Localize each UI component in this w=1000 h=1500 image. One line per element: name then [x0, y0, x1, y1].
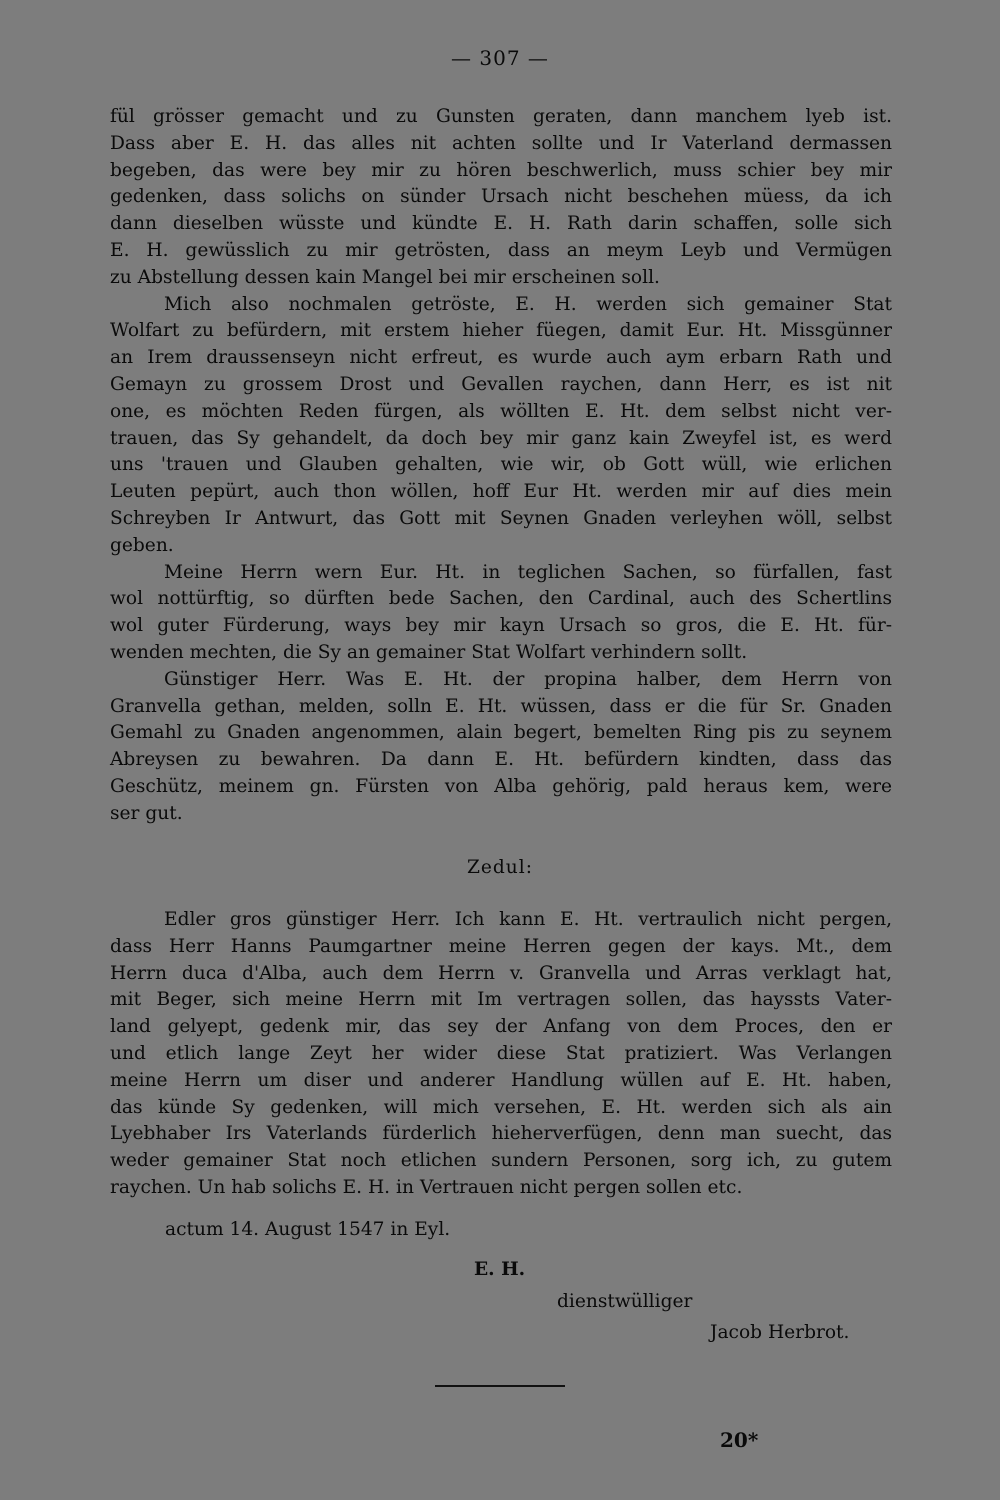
text-line: Granvella gethan, melden, solln E. Ht. wüssen, dass er die für Sr. Gnaden [110, 695, 892, 717]
page-number: — 307 — [451, 46, 549, 70]
text-line: trauen, das Sy gehandelt, da doch bey mir ganz kain Zweyfel ist, es werd [110, 427, 892, 449]
text-line: zu Abstellung dessen kain Mangel bei mir erscheinen soll. [110, 266, 660, 288]
text-line: wol nottürftig, so dürften bede Sachen, den Cardinal, auch des Schertlins [110, 588, 892, 610]
text-line: Lyebhaber Irs Vaterlands fürderlich hieherverfügen, denn man suecht, das [110, 1123, 892, 1145]
text-line: das künde Sy gedenken, will mich versehen, E. Ht. werden sich als ain [110, 1096, 892, 1118]
text-line: an Irem draussenseyn nicht erfreut, es wurde auch aym erbarn Rath und [110, 347, 892, 369]
printer-signature-mark: 20* [720, 1428, 759, 1452]
text-line: Schreyben Ir Antwurt, das Gott mit Seynen Gnaden verleyhen wöll, selbst [110, 507, 892, 529]
text-line: begeben, das were bey mir zu hören beschwerlich, muss schier bey mir [110, 159, 892, 181]
footnote-rule [435, 1385, 565, 1387]
text-line: Meine Herrn wern Eur. Ht. in teglichen Sachen, so fürfallen, fast [164, 561, 892, 583]
text-line: Günstiger Herr. Was E. Ht. der propina halber, dem Herrn von [164, 668, 892, 690]
text-line: ser gut. [110, 802, 183, 824]
section-heading: Zedul: [466, 857, 533, 878]
text-line: Dass aber E. H. das alles nit achten sollte und Ir Vaterland dermassen [110, 132, 892, 154]
text-line: Geschütz, meinem gn. Fürsten von Alba gehörig, pald heraus kem, were [110, 775, 892, 797]
text-line: und etlich lange Zeyt her wider diese Stat pratiziert. Was Verlangen [110, 1042, 892, 1064]
text-line: dass Herr Hanns Paumgartner meine Herren gegen der kays. Mt., dem [110, 935, 892, 957]
closing-salutation: E. H. [474, 1259, 526, 1280]
text-line: geben. [110, 534, 174, 556]
text-line: Wolfart zu befürdern, mit erstem hieher füegen, damit Eur. Ht. Missgünner [110, 320, 892, 342]
text-line: meine Herrn um diser und anderer Handlung wüllen auf E. Ht. haben, [110, 1069, 892, 1091]
text-line: land gelyept, gedenk mir, das sey der Anfang von dem Proces, den er [110, 1016, 892, 1038]
signature: Jacob Herbrot. [710, 1322, 850, 1343]
zedul-body [110, 907, 892, 1202]
text-line: Leuten pepürt, auch thon wöllen, hoff Eur Ht. werden mir auf dies mein [110, 481, 892, 503]
text-line: Mich also nochmalen getröste, E. H. werden sich gemainer Stat [164, 293, 892, 315]
closing-date: actum 14. August 1547 in Eyl. [165, 1219, 451, 1240]
text-line: E. H. gewüsslich zu mir getrösten, dass an meym Leyb und Vermügen [110, 239, 892, 261]
text-line: mit Beger, sich meine Herrn mit Im vertragen sollen, das hayssts Vater- [110, 989, 892, 1011]
text-line: gedenken, dass solichs on sünder Ursach nicht beschehen müess, da ich [110, 186, 892, 208]
text-line: Abreysen zu bewahren. Da dann E. Ht. befürdern kindten, dass das [110, 749, 892, 771]
letter-body [110, 104, 892, 828]
text-line: one, es möchten Reden fürgen, als wöllten E. Ht. dem selbst nicht ver- [110, 400, 892, 422]
closing-servant: dienstwülliger [557, 1291, 693, 1312]
text-line: dann dieselben wüsste und kündte E. H. Rath darin schaffen, solle sich [110, 213, 892, 235]
text-line: wol guter Fürderung, ways bey mir kayn Ursach so gros, die E. Ht. für- [110, 615, 892, 637]
text-line: uns 'trauen und Glauben gehalten, wie wir, ob Gott wüll, wie erlichen [110, 454, 892, 476]
text-line: fül grösser gemacht und zu Gunsten geraten, dann manchem lyeb ist. [110, 106, 892, 127]
text-line: Gemayn zu grossem Drost und Gevallen raychen, dann Herr, es ist nit [110, 373, 892, 395]
text-line: weder gemainer Stat noch etlichen sundern Personen, sorg ich, zu gutem [110, 1150, 892, 1172]
text-line: wenden mechten, die Sy an gemainer Stat Wolfart verhindern sollt. [110, 641, 748, 663]
text-line: Gemahl zu Gnaden angenommen, alain begert, bemelten Ring pis zu seynem [110, 722, 892, 744]
text-line: Edler gros günstiger Herr. Ich kann E. Ht. vertraulich nicht pergen, [164, 909, 892, 930]
text-line: raychen. Un hab solichs E. H. in Vertrauen nicht pergen sollen etc. [110, 1176, 743, 1198]
text-line: Herrn duca d'Alba, auch dem Herrn v. Granvella und Arras verklagt hat, [110, 962, 892, 984]
